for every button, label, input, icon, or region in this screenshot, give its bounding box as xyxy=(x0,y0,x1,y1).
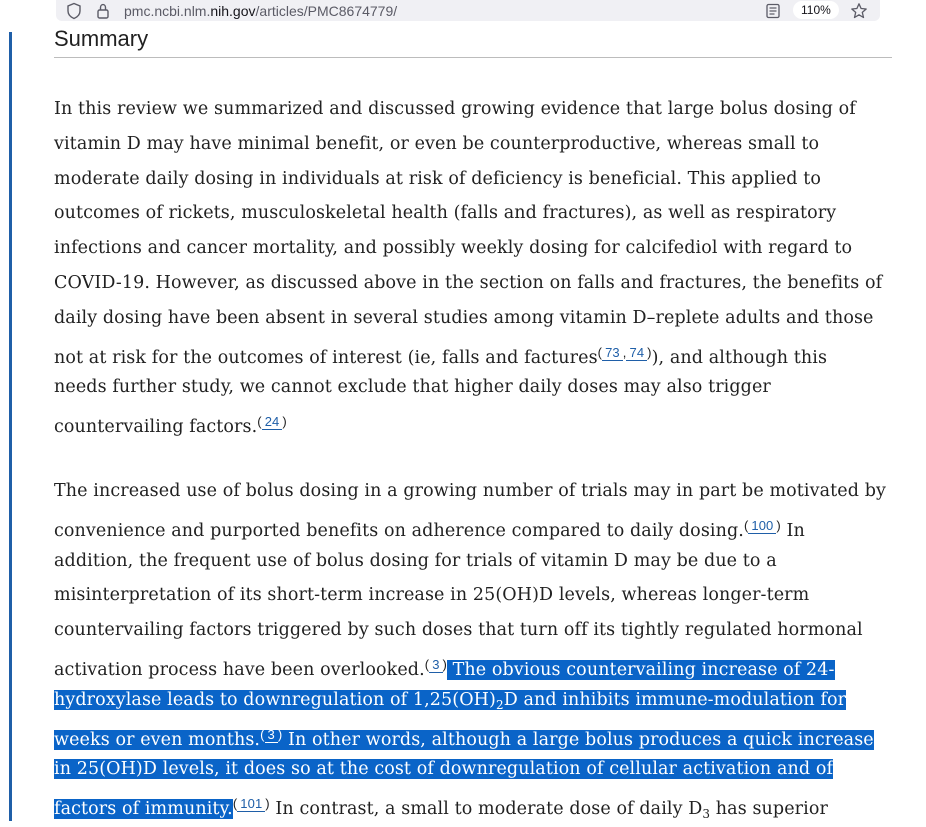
text-span: In xyxy=(780,520,805,541)
paren: ) xyxy=(265,796,270,812)
paren: ( xyxy=(597,344,603,360)
text-line: The increased use of bolus dosing in a growing number of trials may in part be motivated by xyxy=(54,481,886,501)
paren: ( xyxy=(232,796,238,812)
heading-divider xyxy=(54,57,892,58)
citation xyxy=(233,796,270,812)
text-line xyxy=(54,648,900,683)
text-line: misinterpretation of its short-term increase in 25(OH)D levels, whereas longer-term xyxy=(54,585,810,606)
citation xyxy=(257,414,287,430)
citation xyxy=(744,518,781,534)
text-span: countervailing factors. xyxy=(54,417,258,438)
text-line xyxy=(54,683,900,718)
paren: ) xyxy=(647,344,652,360)
selected-text[interactable] xyxy=(54,690,846,710)
text-span: convenience and purported benefits on adherence compared to daily dosing. xyxy=(54,520,744,541)
paren: ) xyxy=(442,656,447,672)
text-line: addition, the frequent use of bolus dosing for trials of vitamin D may be due to a xyxy=(54,550,777,571)
text-span: activation process have been overlooked. xyxy=(54,659,425,680)
citation-link-100[interactable]: 100 xyxy=(748,518,776,534)
text-line: countervailing factors triggered by such doses that turn off its tightly regulated hormonal xyxy=(54,620,863,641)
lock-icon[interactable] xyxy=(96,2,110,20)
text-line: vitamin D may have minimal benefit, or even be counterproductive, whereas small to xyxy=(54,133,820,154)
section-heading: Summary xyxy=(54,26,149,51)
selected-text[interactable]: The obvious countervailing increase of 24- xyxy=(446,659,835,680)
text-line: infections and cancer mortality, and possibly weekly dosing for calcifediol with regard to xyxy=(54,238,853,259)
text-line xyxy=(54,752,900,787)
zoom-level-button[interactable]: 110% xyxy=(793,1,839,19)
text-line: moderate daily dosing in individuals at risk of deficiency is beneficial. This applied to xyxy=(54,168,821,189)
subscript: 3 xyxy=(702,807,711,822)
paren: ) xyxy=(282,414,287,430)
citation-link-3b[interactable]: 3 xyxy=(265,727,278,743)
shield-icon[interactable] xyxy=(66,2,82,20)
paren: ( xyxy=(260,726,265,742)
paren: ) xyxy=(277,726,283,742)
browser-toolbar xyxy=(0,0,926,24)
citation xyxy=(598,345,652,361)
citation-link-73[interactable]: 73 xyxy=(602,345,623,361)
text-line: In this review we summarized and discussed growing evidence that large bolus dosing of xyxy=(54,99,856,119)
text-span: ), and although this xyxy=(651,347,828,368)
url-text[interactable] xyxy=(124,3,397,19)
paren: ( xyxy=(257,414,262,430)
text-line xyxy=(54,509,900,544)
reader-view-icon[interactable] xyxy=(765,3,781,19)
citation-link-24[interactable]: 24 xyxy=(262,414,283,430)
selected-text[interactable]: in 25(OH)D levels, it does so at the cost of downregulation of cellular activation and of xyxy=(54,759,834,780)
text-span: In other words, although a large bolus produces a quick increase xyxy=(282,729,874,750)
text-line xyxy=(54,336,900,371)
citation-link-74[interactable]: 74 xyxy=(626,345,647,361)
text-span: not at risk for the outcomes of interest (ie, falls and factures xyxy=(54,347,598,368)
text-span: D and inhibits immune-modulation for xyxy=(503,689,847,710)
text-line xyxy=(54,405,900,440)
url-path: /articles/PMC8674779/ xyxy=(255,3,398,19)
citation-link-101[interactable]: 101 xyxy=(237,796,265,812)
text-span: weeks or even months. xyxy=(54,729,261,750)
paragraph-1 xyxy=(54,92,900,440)
text-line: needs further study, we cannot exclude that higher daily doses may also trigger xyxy=(54,377,771,398)
text-line xyxy=(54,718,900,753)
selected-text[interactable] xyxy=(54,726,874,750)
section-accent-bar xyxy=(9,32,12,821)
text-span: has superior xyxy=(710,799,828,820)
selected-text[interactable]: factors of immunity. xyxy=(54,799,233,820)
paragraph-2 xyxy=(54,474,900,822)
text-line: COVID-19. However, as discussed above in the section on falls and fractures, the benefits of xyxy=(54,272,883,293)
citation xyxy=(425,657,447,673)
subscript: 2 xyxy=(495,697,504,712)
url-domain: nih.gov xyxy=(210,3,256,19)
text-span: hydroxylase leads to downregulation of 1,25(OH) xyxy=(54,689,496,710)
text-line xyxy=(54,787,900,822)
text-span: In contrast, a small to moderate dose of daily D xyxy=(269,799,703,820)
bookmark-star-icon[interactable] xyxy=(850,2,868,20)
url-prefix: pmc.ncbi.nlm. xyxy=(124,3,211,19)
comma: , xyxy=(622,344,627,360)
paren: ( xyxy=(424,656,430,672)
citation xyxy=(260,727,282,743)
paren: ) xyxy=(776,517,781,533)
citation-link-3[interactable]: 3 xyxy=(429,657,442,673)
paren: ( xyxy=(743,517,749,533)
text-line: daily dosing have been absent in several studies among vitamin D–replete adults and those xyxy=(54,307,874,328)
text-line: outcomes of rickets, musculoskeletal health (falls and fractures), as well as respiratory xyxy=(54,203,837,224)
